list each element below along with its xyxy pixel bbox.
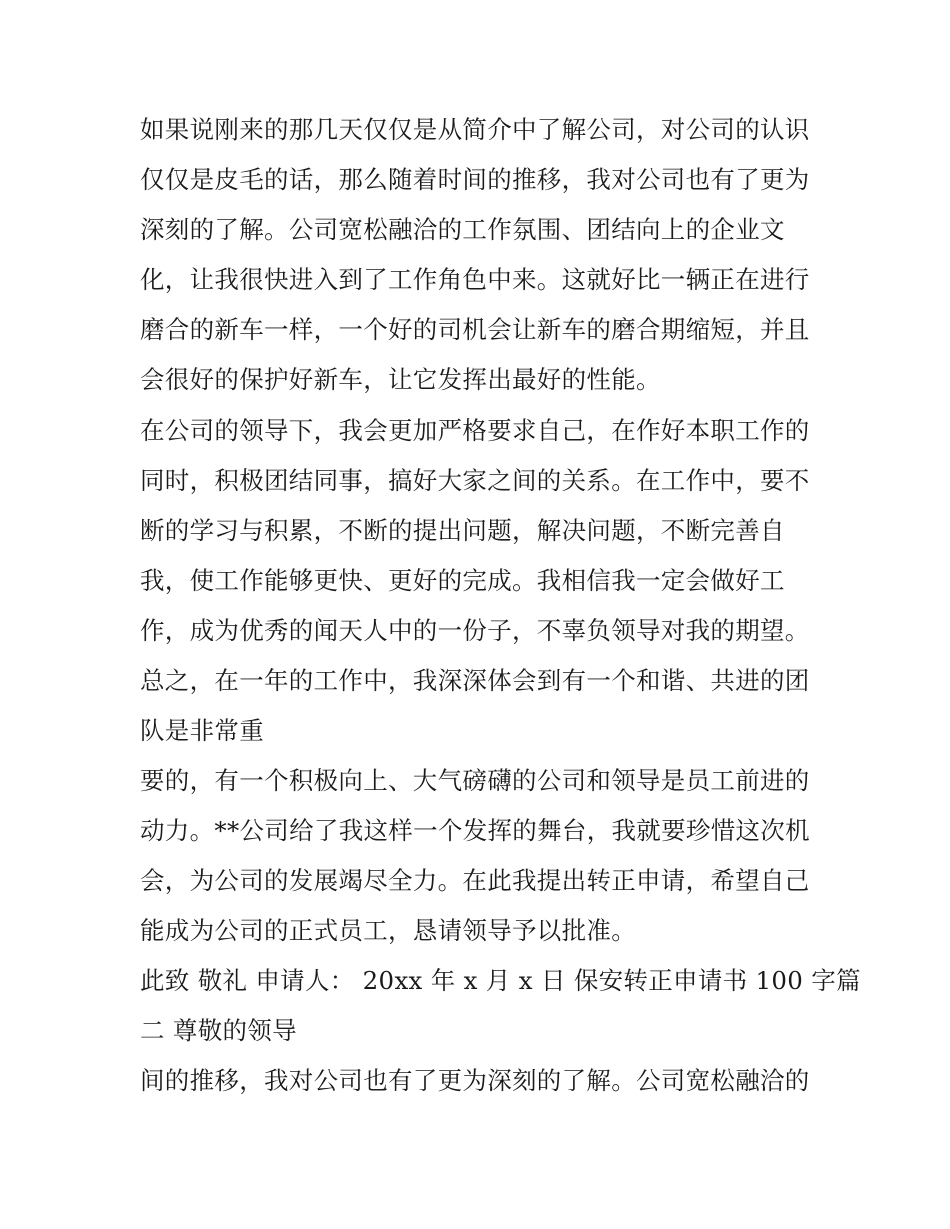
- text-line: 仅仅是皮毛的话，那么随着时间的推移，我对公司也有了更为: [140, 165, 810, 194]
- text-line: 会很好的保护好新车，让它发挥出最好的性能。: [140, 365, 661, 394]
- text-line: 如果说刚来的那几天仅仅是从简介中了解公司，对公司的认识: [140, 115, 810, 144]
- text-line: 能成为公司的正式员工，恳请领导予以批准。: [140, 916, 636, 945]
- text-line: 此致 敬礼 申请人： 20xx 年 x 月 x 日 保安转正申请书 100 字篇: [140, 966, 861, 995]
- text-line: 动力。**公司给了我这样一个发挥的舞台，我就要珍惜这次机: [140, 816, 810, 845]
- text-line: 化，让我很快进入到了工作角色中来。这就好比一辆正在进行: [140, 265, 810, 294]
- text-line: 间的推移，我对公司也有了更为深刻的了解。公司宽松融洽的: [140, 1066, 810, 1095]
- text-line: 总之，在一年的工作中，我深深体会到有一个和谐、共进的团: [140, 666, 810, 695]
- text-line: 作，成为优秀的闻天人中的一份子，不辜负领导对我的期望。: [140, 616, 810, 645]
- text-line: 同时，积极团结同事，搞好大家之间的关系。在工作中，要不: [140, 466, 810, 495]
- text-line: 断的学习与积累，不断的提出问题，解决问题，不断完善自: [140, 516, 785, 545]
- text-line: 磨合的新车一样，一个好的司机会让新车的磨合期缩短，并且: [140, 315, 810, 344]
- text-line: 队是非常重: [140, 716, 264, 745]
- text-line: 要的，有一个积极向上、大气磅礴的公司和领导是员工前进的: [140, 766, 810, 795]
- text-line: 二 尊敬的领导: [140, 1016, 297, 1045]
- text-line: 我，使工作能够更快、更好的完成。我相信我一定会做好工: [140, 566, 785, 595]
- text-line: 在公司的领导下，我会更加严格要求自己，在作好本职工作的: [140, 416, 810, 445]
- text-line: 深刻的了解。公司宽松融洽的工作氛围、团结向上的企业文: [140, 215, 785, 244]
- text-line: 会，为公司的发展竭尽全力。在此我提出转正申请，希望自己: [140, 866, 810, 895]
